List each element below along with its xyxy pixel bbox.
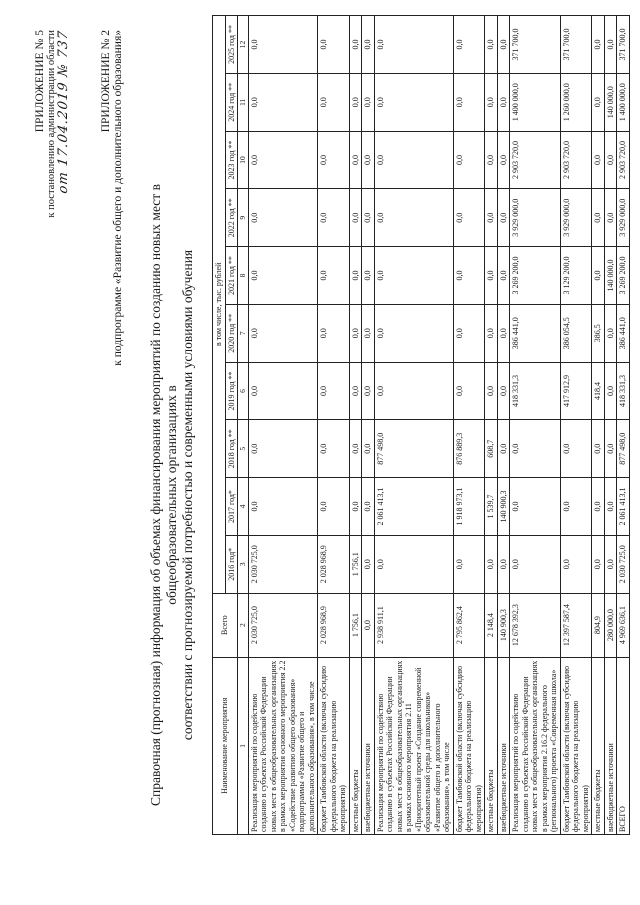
appendix-2-header (100, 30, 124, 366)
row-year-value: 2 028 968,9 (318, 535, 350, 593)
row-year-value: 0,0 (374, 304, 453, 362)
row-year-value: 0,0 (485, 247, 498, 305)
row-year-value: 0,0 (248, 73, 318, 131)
row-year-value: 0,0 (560, 535, 592, 593)
row-year-value: 0,0 (592, 73, 605, 131)
row-year-value: 0,0 (374, 362, 453, 420)
row-total-value: 2 795 862,4 (453, 593, 485, 657)
row-year-value: 0,0 (497, 16, 510, 74)
row-year-value: 3 269 200,0 (510, 247, 561, 305)
row-total-value: 1 756,1 (349, 593, 362, 657)
row-year-value: 386 441,0 (510, 304, 561, 362)
row-year-value: 0,0 (453, 535, 485, 593)
column-index: 4 (238, 478, 249, 536)
row-year-value: 0,0 (374, 247, 453, 305)
row-year-value: 0,0 (349, 131, 362, 189)
row-total-value: 2 028 968,9 (318, 593, 350, 657)
row-total-value: 280 000,0 (604, 593, 617, 657)
row-year-value: 0,0 (362, 535, 375, 593)
row-year-value: 0,0 (497, 73, 510, 131)
row-year-value: 0,0 (453, 247, 485, 305)
row-year-value: 0,0 (362, 131, 375, 189)
row-year-value: 0,0 (349, 73, 362, 131)
row-year-value: 0,0 (349, 478, 362, 536)
column-header-year: 2020 год ** (225, 304, 238, 362)
row-name: местные бюджеты (349, 657, 362, 834)
row-year-value: 140 000,0 (604, 247, 617, 305)
row-year-value: 418,4 (592, 362, 605, 420)
column-header-year: 2019 год ** (225, 362, 238, 420)
row-year-value: 1 756,1 (349, 535, 362, 593)
row-name: местные бюджеты (592, 657, 605, 834)
row-year-value: 0,0 (318, 247, 350, 305)
table-row (592, 16, 605, 835)
column-header-year: 2024 год ** (225, 73, 238, 131)
row-year-value: 3 129 200,0 (560, 247, 592, 305)
row-year-value: 0,0 (604, 362, 617, 420)
column-index: 1 (238, 657, 249, 834)
row-name: бюджет Тамбовской области (включая субсидию федерального бюджета на реализацию мероприятия) (453, 657, 485, 834)
row-year-value: 0,0 (374, 73, 453, 131)
appendix-5-title: ПРИЛОЖЕНИЕ № 5 (34, 30, 46, 133)
row-year-value: 0,0 (318, 362, 350, 420)
row-year-value: 0,0 (485, 304, 498, 362)
row-total-value: 2 938 911,1 (374, 593, 453, 657)
row-year-value: 417 912,9 (560, 362, 592, 420)
row-year-value: 3 929 000,0 (617, 189, 630, 247)
row-year-value: 0,0 (248, 362, 318, 420)
row-year-value: 0,0 (604, 478, 617, 536)
row-year-value: 386,5 (592, 304, 605, 362)
column-index: 9 (238, 189, 249, 247)
row-year-value: 140 900,3 (497, 478, 510, 536)
column-index: 6 (238, 362, 249, 420)
row-year-value: 0,0 (510, 478, 561, 536)
row-year-value: 371 700,0 (560, 16, 592, 74)
row-year-value: 3 929 000,0 (510, 189, 561, 247)
row-year-value: 0,0 (510, 420, 561, 478)
row-year-value: 0,0 (497, 131, 510, 189)
row-total-value: 12 397 587,4 (560, 593, 592, 657)
row-year-value: 386 441,0 (617, 304, 630, 362)
column-header-year: 2025 год ** (225, 16, 238, 74)
row-year-value: 0,0 (604, 420, 617, 478)
row-year-value: 0,0 (362, 304, 375, 362)
table-row (497, 16, 510, 835)
row-year-value: 3 269 200,0 (617, 247, 630, 305)
table-row (453, 16, 485, 835)
row-year-value: 3 929 000,0 (560, 189, 592, 247)
row-year-value: 0,0 (374, 131, 453, 189)
table-row (510, 16, 561, 835)
row-year-value: 0,0 (248, 304, 318, 362)
row-year-value: 1 260 000,0 (560, 73, 592, 131)
row-year-value: 2 903 720,0 (560, 131, 592, 189)
row-year-value: 0,0 (497, 420, 510, 478)
row-year-value: 0,0 (592, 189, 605, 247)
row-year-value: 0,0 (362, 16, 375, 74)
column-header-year: 2016 год* (225, 535, 238, 593)
row-year-value: 386 054,5 (560, 304, 592, 362)
row-year-value: 0,0 (318, 304, 350, 362)
row-name: внебюджетные источники (362, 657, 375, 834)
row-year-value: 0,0 (497, 362, 510, 420)
row-year-value: 0,0 (362, 362, 375, 420)
row-year-value: 0,0 (592, 420, 605, 478)
row-year-value: 0,0 (453, 304, 485, 362)
row-year-value: 0,0 (592, 478, 605, 536)
row-year-value: 0,0 (318, 16, 350, 74)
row-year-value: 0,0 (362, 247, 375, 305)
row-year-value: 0,0 (592, 16, 605, 74)
table-row (248, 16, 318, 835)
row-total-value: 4 969 636,1 (617, 593, 630, 657)
row-year-value: 0,0 (362, 478, 375, 536)
row-year-value: 418 331,3 (510, 362, 561, 420)
column-index: 2 (238, 593, 249, 657)
row-year-value: 0,0 (453, 16, 485, 74)
column-index: 8 (238, 247, 249, 305)
row-total-value: 2 030 725,0 (248, 593, 318, 657)
title-line-1: Справочная (прогнозная) информация об объемах финансирования мероприятий по созданию новых мест в общеобразовательных организациях в (148, 184, 179, 806)
appendix-5-subtitle: к постановлению администрации области (46, 30, 57, 218)
financing-table (212, 15, 630, 835)
row-year-value: 0,0 (318, 478, 350, 536)
appendix-5-header (34, 30, 70, 218)
document-title (148, 155, 196, 835)
row-year-value: 0,0 (248, 131, 318, 189)
appendix-2-title: ПРИЛОЖЕНИЕ № 2 (100, 30, 112, 133)
row-total-value: 140 900,3 (497, 593, 510, 657)
row-year-value: 2 903 720,0 (510, 131, 561, 189)
row-year-value: 0,0 (497, 247, 510, 305)
row-total-value: 0,0 (362, 593, 375, 657)
row-year-value: 0,0 (453, 189, 485, 247)
row-year-value: 0,0 (604, 16, 617, 74)
row-year-value: 0,0 (453, 73, 485, 131)
row-year-value: 877 498,0 (617, 420, 630, 478)
row-year-value: 0,0 (560, 420, 592, 478)
row-year-value: 0,0 (318, 73, 350, 131)
row-year-value: 140 000,0 (604, 73, 617, 131)
row-year-value: 1 539,7 (485, 478, 498, 536)
row-year-value: 0,0 (362, 189, 375, 247)
column-index: 10 (238, 131, 249, 189)
row-year-value: 2 030 725,0 (617, 535, 630, 593)
row-total-value: 2 148,4 (485, 593, 498, 657)
row-year-value: 0,0 (349, 420, 362, 478)
row-year-value: 0,0 (604, 189, 617, 247)
row-year-value: 0,0 (592, 131, 605, 189)
table-row (485, 16, 498, 835)
row-year-value: 0,0 (374, 16, 453, 74)
row-year-value: 0,0 (248, 478, 318, 536)
row-year-value: 0,0 (485, 189, 498, 247)
row-year-value: 0,0 (362, 73, 375, 131)
row-year-value: 0,0 (248, 247, 318, 305)
row-year-value: 371 700,0 (510, 16, 561, 74)
row-year-value: 0,0 (248, 420, 318, 478)
row-year-value: 418 331,3 (617, 362, 630, 420)
row-year-value: 0,0 (497, 535, 510, 593)
row-year-value: 2 061 413,1 (617, 478, 630, 536)
column-index: 5 (238, 420, 249, 478)
column-header-name: Наименование мероприятия (213, 657, 238, 834)
column-header-year: 2017 год* (225, 478, 238, 536)
row-name: местные бюджеты (485, 657, 498, 834)
row-name: ВСЕГО (617, 657, 630, 834)
row-total-value: 12 678 392,3 (510, 593, 561, 657)
row-name: Реализация мероприятий по содействию созданию в субъектах Российской Федерации новых мест в общеобразовательных организациях в рамках мероприятия основного мероприятия 2.2 «Содействие развитию общего образования» подпрограммы «Развитие общего и дополнительного образования», в том числе (248, 657, 318, 834)
table-row (617, 16, 630, 835)
row-year-value: 0,0 (485, 362, 498, 420)
table-row (318, 16, 350, 835)
table-row (560, 16, 592, 835)
column-header-total: Всего (213, 593, 238, 657)
column-index: 12 (238, 16, 249, 74)
row-year-value: 0,0 (349, 247, 362, 305)
row-year-value: 371 700,0 (617, 16, 630, 74)
row-year-value: 0,0 (248, 189, 318, 247)
row-name: Реализация мероприятий по содействию созданию в субъектах Российской Федерации новых мест в общеобразовательных организациях в рамках основного мероприятия 2.11 «Приоритетный проект «Создание современной образовательной среды для школьников» «Развитие общего и дополнительного образования», в том числе (374, 657, 453, 834)
row-year-value: 0,0 (604, 304, 617, 362)
row-year-value: 0,0 (497, 189, 510, 247)
row-year-value: 0,0 (560, 478, 592, 536)
column-header-year: 2023 год ** (225, 131, 238, 189)
row-year-value: 0,0 (374, 535, 453, 593)
row-name: Реализация мероприятий по содействию созданию в субъектах Российской Федерации новых мест в общеобразовательных организациях в рамках мероприятия 2.16.2 федерального (регионального) проекта «Современная школа» (510, 657, 561, 834)
row-total-value: 804,9 (592, 593, 605, 657)
column-header-year: 2022 год ** (225, 189, 238, 247)
row-name: внебюджетные источники (604, 657, 617, 834)
row-year-value: 0,0 (349, 362, 362, 420)
row-year-value: 0,0 (604, 535, 617, 593)
column-index: 7 (238, 304, 249, 362)
row-year-value: 0,0 (592, 535, 605, 593)
column-index: 11 (238, 73, 249, 131)
row-name: внебюджетные источники (497, 657, 510, 834)
title-line-2: соответствии с прогнозируемой потребностью и современными условиями обучения (180, 249, 195, 741)
row-year-value: 0,0 (453, 362, 485, 420)
table-row (604, 16, 617, 835)
row-year-value: 0,0 (453, 131, 485, 189)
row-year-value: 0,0 (374, 189, 453, 247)
row-year-value: 2 030 725,0 (248, 535, 318, 593)
column-header-year: 2018 год ** (225, 420, 238, 478)
row-name: бюджет Тамбовской области (включая субсидию федерального бюджета на реализацию мероприятия) (560, 657, 592, 834)
row-year-value: 608,7 (485, 420, 498, 478)
row-year-value: 0,0 (497, 304, 510, 362)
row-year-value: 1 918 973,1 (453, 478, 485, 536)
table-row (362, 16, 375, 835)
row-year-value: 876 889,3 (453, 420, 485, 478)
row-year-value: 0,0 (248, 16, 318, 74)
row-year-value: 0,0 (349, 189, 362, 247)
handwritten-date-signature: от 17.04.2019 № 737 (56, 28, 71, 195)
table-row (349, 16, 362, 835)
row-year-value: 1 400 000,0 (617, 73, 630, 131)
row-year-value: 0,0 (318, 189, 350, 247)
row-year-value: 1 400 000,0 (510, 73, 561, 131)
row-year-value: 877 498,0 (374, 420, 453, 478)
row-year-value: 2 903 720,0 (617, 131, 630, 189)
row-year-value: 0,0 (485, 131, 498, 189)
units-header: в том числе, тыс. рублей (213, 16, 226, 594)
row-year-value: 0,0 (318, 131, 350, 189)
row-year-value: 2 061 413,1 (374, 478, 453, 536)
row-year-value: 0,0 (362, 420, 375, 478)
row-year-value: 0,0 (485, 535, 498, 593)
table-row (374, 16, 453, 835)
column-header-year: 2021 год ** (225, 247, 238, 305)
column-index: 3 (238, 535, 249, 593)
row-year-value: 0,0 (485, 16, 498, 74)
appendix-2-subtitle: к подпрограмме «Развитие общего и дополнительного образования» (112, 30, 124, 366)
row-year-value: 0,0 (592, 247, 605, 305)
row-year-value: 0,0 (318, 420, 350, 478)
row-name: бюджет Тамбовской области (включая субсидию федерального бюджета на реализацию мероприятия) (318, 657, 350, 834)
row-year-value: 0,0 (604, 131, 617, 189)
row-year-value: 0,0 (510, 535, 561, 593)
row-year-value: 0,0 (349, 16, 362, 74)
row-year-value: 0,0 (349, 304, 362, 362)
row-year-value: 0,0 (485, 73, 498, 131)
